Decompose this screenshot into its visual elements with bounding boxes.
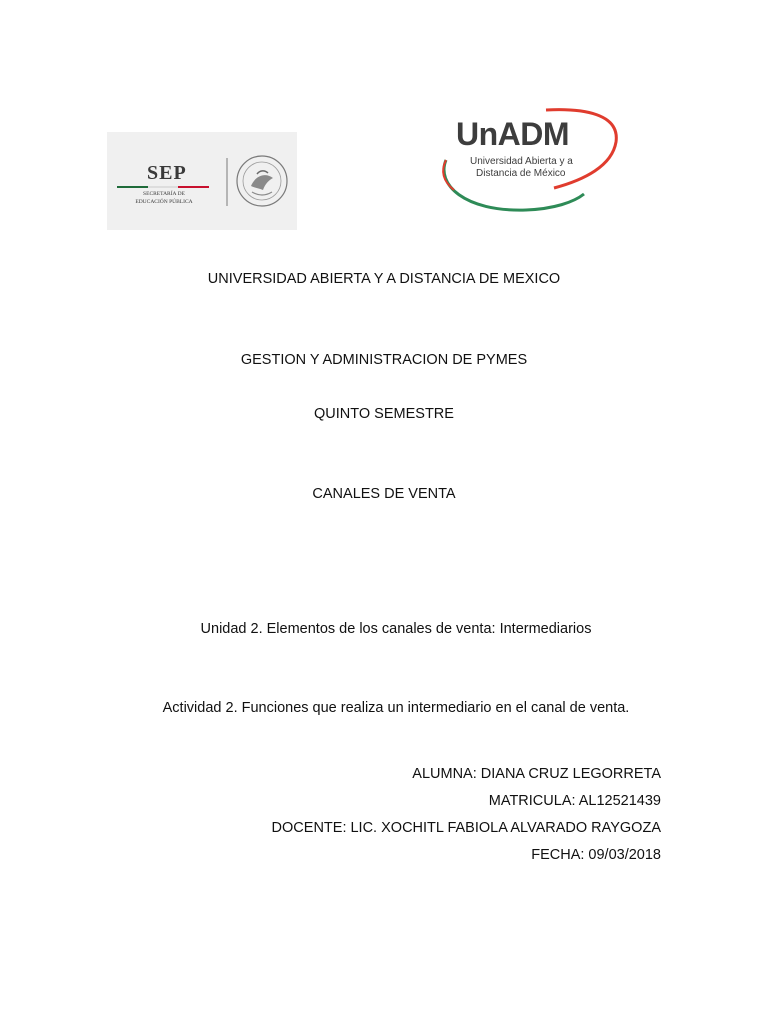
university-name: UNIVERSIDAD ABIERTA Y A DISTANCIA DE MEXICO [207,271,561,287]
sep-logo-divider [226,158,228,206]
unit-title: Unidad 2. Elementos de los canales de venta: Intermediarios [200,621,592,637]
sep-logo-subtitle-line2: EDUCACIÓN PÚBLICA [135,199,193,205]
program-name: GESTION Y ADMINISTRACION DE PYMES [240,352,528,368]
activity-title: Actividad 2. Funciones que realiza un intermediario en el canal de venta. [162,700,630,716]
unadm-logo-wordmark: UnADM [456,116,570,152]
sep-logo-colorbar [117,186,209,188]
unadm-logo-subtitle-line2: Distancia de México [476,168,566,179]
unadm-logo [434,106,622,214]
semester: QUINTO SEMESTRE [314,406,454,422]
subject-title: CANALES DE VENTA [312,486,456,502]
submission-date: FECHA: 09/03/2018 [531,847,661,863]
student-id: MATRICULA: AL12521439 [488,793,661,809]
sep-logo-wordmark: SEP [147,162,187,184]
sep-logo-subtitle-line1: SECRETARÍA DE [143,191,185,197]
unadm-logo-subtitle [470,156,600,180]
sep-logo-subtitle [119,190,209,206]
mexican-seal-icon [235,154,289,208]
teacher-name: DOCENTE: LIC. XOCHITL FABIOLA ALVARADO RAYGOZA [271,820,661,836]
sep-logo [107,132,297,230]
student-name: ALUMNA: DIANA CRUZ LEGORRETA [412,766,661,782]
unadm-logo-subtitle-line1: Universidad Abierta y a [470,156,573,167]
